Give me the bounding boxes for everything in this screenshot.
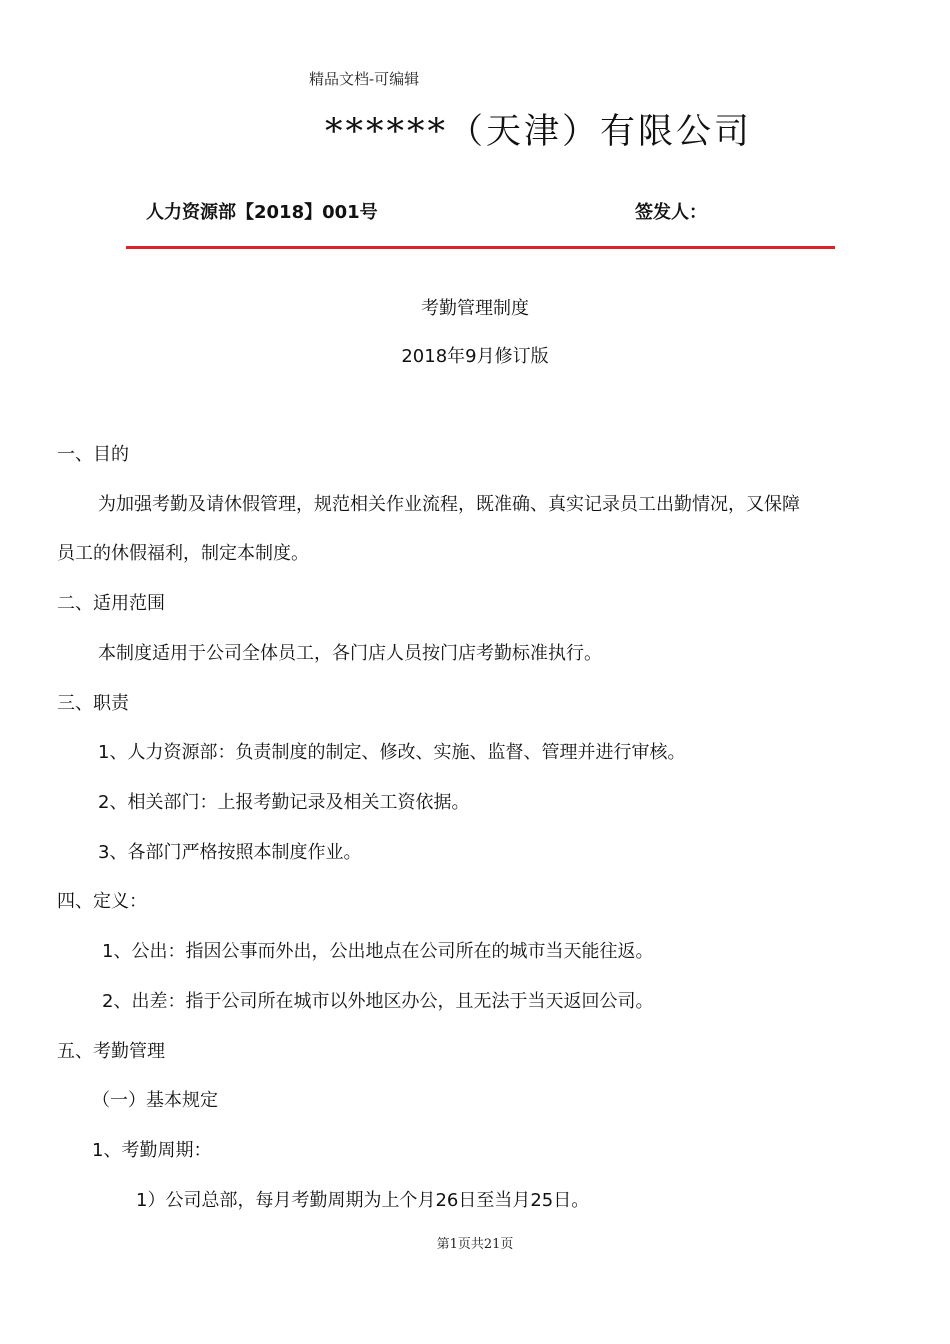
page-footer: 第1页共21页: [436, 1237, 514, 1252]
responsibility-item-2: 2、相关部门：上报考勤记录及相关工资依据。: [98, 792, 470, 813]
definition-item-2: 2、出差：指于公司所在城市以外地区办公，且无法于当天返回公司。: [102, 991, 654, 1012]
document-title: 考勤管理制度: [421, 298, 529, 319]
responsibility-item-1: 1、人力资源部：负责制度的制定、修改、实施、监督、管理并进行审核。: [98, 742, 686, 763]
scope-paragraph: 本制度适用于公司全体员工，各门店人员按门店考勤标准执行。: [98, 643, 602, 664]
section-heading-responsibilities: 三、职责: [57, 693, 129, 714]
section-heading-purpose: 一、目的: [57, 444, 129, 465]
subsection-heading-basic-rules: （一）基本规定: [92, 1090, 218, 1111]
definition-item-1: 1、公出：指因公事而外出，公出地点在公司所在的城市当天能往返。: [102, 941, 654, 962]
watermark-text: 精品文档-可编辑: [309, 70, 420, 88]
responsibility-item-3: 3、各部门严格按照本制度作业。: [98, 842, 362, 863]
purpose-paragraph-line2: 员工的休假福利，制定本制度。: [57, 543, 309, 564]
red-divider: [126, 246, 835, 249]
document-version: 2018年9月修订版: [401, 346, 549, 367]
company-name: ******（天津）有限公司: [325, 112, 753, 152]
purpose-paragraph-line1: 为加强考勤及请休假管理，规范相关作业流程，既准确、真实记录员工出勤情况，又保障: [98, 494, 800, 515]
section-heading-attendance: 五、考勤管理: [57, 1041, 165, 1062]
document-number: 人力资源部【2018】001号: [146, 202, 378, 223]
issuer-label: 签发人：: [635, 202, 707, 223]
attendance-item-1: 1、考勤周期：: [92, 1140, 212, 1161]
attendance-item-1-1: 1）公司总部，每月考勤周期为上个月26日至当月25日。: [136, 1190, 590, 1211]
section-heading-scope: 二、适用范围: [57, 593, 165, 614]
section-heading-definitions: 四、定义：: [57, 891, 147, 912]
